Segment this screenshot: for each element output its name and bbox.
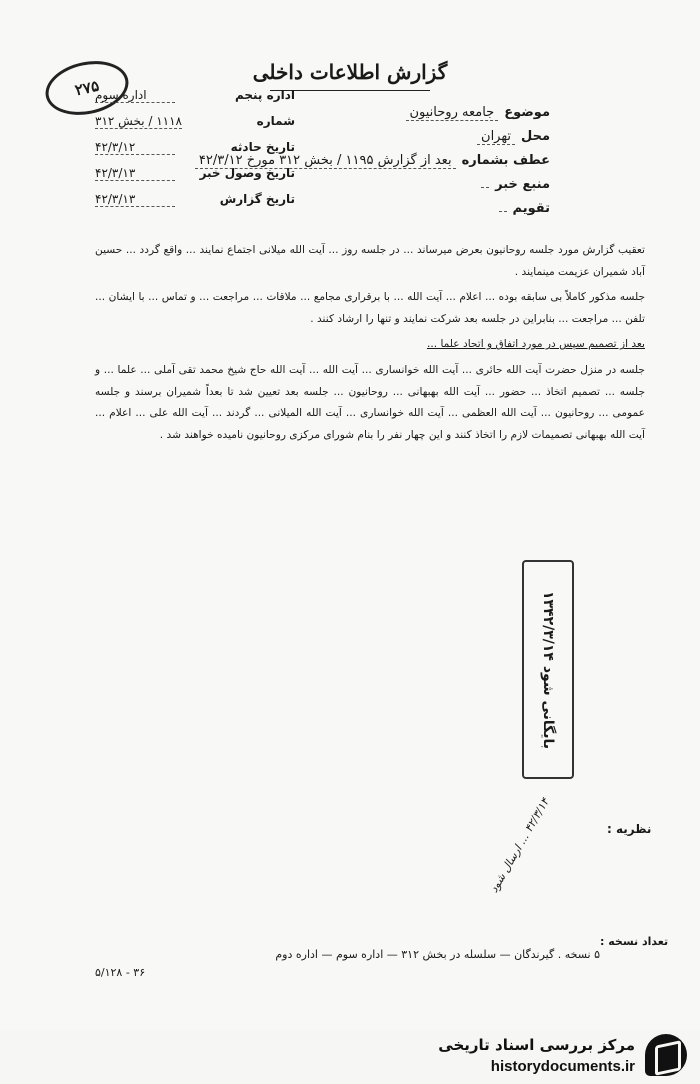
- reference-line: [80, 153, 550, 177]
- header-right-block: [80, 105, 550, 225]
- underlined-line: بعد از تصمیم سپس در مورد اتفاق و اتحاد علما ...: [426, 338, 645, 351]
- subject-line: [80, 105, 550, 129]
- reference-value: بعد از گزارش ۱۱۹۵ / بخش ۳۱۲ مورخ ۴۲/۳/۱۲: [195, 153, 456, 169]
- document-title: گزارش اطلاعات داخلی: [252, 60, 448, 84]
- location-label: محل: [520, 129, 550, 144]
- evaluation-value: [499, 211, 507, 212]
- body-paragraph: جلسه مذکور کاملاً بی سابقه بوده ... اعلام ... آیت الله ... با برقراری مجامع ... ملاقات ... مراجعت ... و تماس ... با ایشان ... تلفن ... مراجعت ... بنابراین در جلسه بعد شرکت نمایند و تنها را ارشاد کنند .: [95, 291, 645, 325]
- office-value: اداره سوم: [95, 88, 175, 103]
- subject-value: جامعه روحانیون: [406, 105, 499, 121]
- location-line: [80, 129, 550, 153]
- number-label: شماره: [256, 114, 295, 128]
- number-value: ۱۱۱۸ / بخش ۳۱۲: [95, 114, 182, 128]
- reference-code: ۵/۱۲۸ - ۳۶: [95, 966, 146, 979]
- document-logo-icon: [645, 1034, 687, 1076]
- archive-stamp-text: بایگانی شود ۱۳۴۲/۳/۱۴: [540, 590, 556, 749]
- archive-stamp: [522, 560, 574, 779]
- source-line: [80, 177, 550, 201]
- evaluation-line: [80, 201, 550, 225]
- incident-date-value: ۴۲/۳/۱۲: [95, 140, 175, 155]
- brand-name: مرکز بررسی اسناد تاریخی: [438, 1036, 635, 1054]
- handwritten-note: ۴۲/۳/۱۴ ... ارسال شود: [487, 796, 552, 895]
- body-paragraph: جلسه در منزل حضرت آیت الله حائری ... آیت الله خوانساری ... آیت الله ... آیت الله حاج شیخ محمد تقی آملی ... علما ... و جلسه ... تصمیم اتخاذ ... حضور ... آیت الله بهبهانی ... روحانیون ... جلسه بعد تعیین شد تا بعداً شمیران برسند و جلسه عمومی ... روحانیون ... آیت الله العظمی ... آیت الله خوانساری ... آیت الله المیلانی ... گردند ... آیت الله علی ... اعلام ... آیت الله بهبهانی تصمیمات لازم را اتخاذ کنند و این چهار نفر را بنام شورای مرکزی روحانیون نامیده خواهند شد .: [95, 363, 645, 441]
- report-body: [95, 240, 645, 450]
- subject-label: موضوع: [504, 105, 550, 120]
- corner-stamp: ۲۷۵: [41, 54, 134, 122]
- copies-label: تعداد نسخه :: [600, 935, 669, 948]
- evaluation-label: تقویم: [512, 201, 550, 216]
- watermark-brand: [410, 1030, 695, 1084]
- source-label: منبع خبر: [495, 177, 550, 192]
- office-label: اداره پنجم: [234, 88, 295, 102]
- received-date-label: تاریخ وصول خبر: [199, 166, 295, 180]
- body-paragraph: تعقیب گزارش مورد جلسه روحانیون بعرض میرساند ... در جلسه روز ... آیت الله میلانی اجتماع نمایند ... واقع گردد ... حسین آباد شمیران عزیمت مینمایند .: [95, 244, 645, 278]
- source-value: [481, 187, 489, 188]
- location-value: تهران: [477, 129, 515, 145]
- notes-label: نظریه :: [607, 822, 652, 836]
- distribution-line: ۵ نسخه . گیرندگان — سلسله در بخش ۳۱۲ — اداره سوم — اداره دوم: [275, 948, 600, 961]
- brand-url: historydocuments.ir: [490, 1058, 635, 1075]
- received-date-value: ۴۲/۳/۱۳: [95, 166, 175, 181]
- incident-date-label: تاریخ حادثه: [230, 140, 295, 154]
- report-date-label: تاریخ گزارش: [219, 192, 295, 206]
- reference-label: عطف بشماره: [461, 153, 550, 168]
- report-date-value: ۴۲/۳/۱۳: [95, 192, 175, 207]
